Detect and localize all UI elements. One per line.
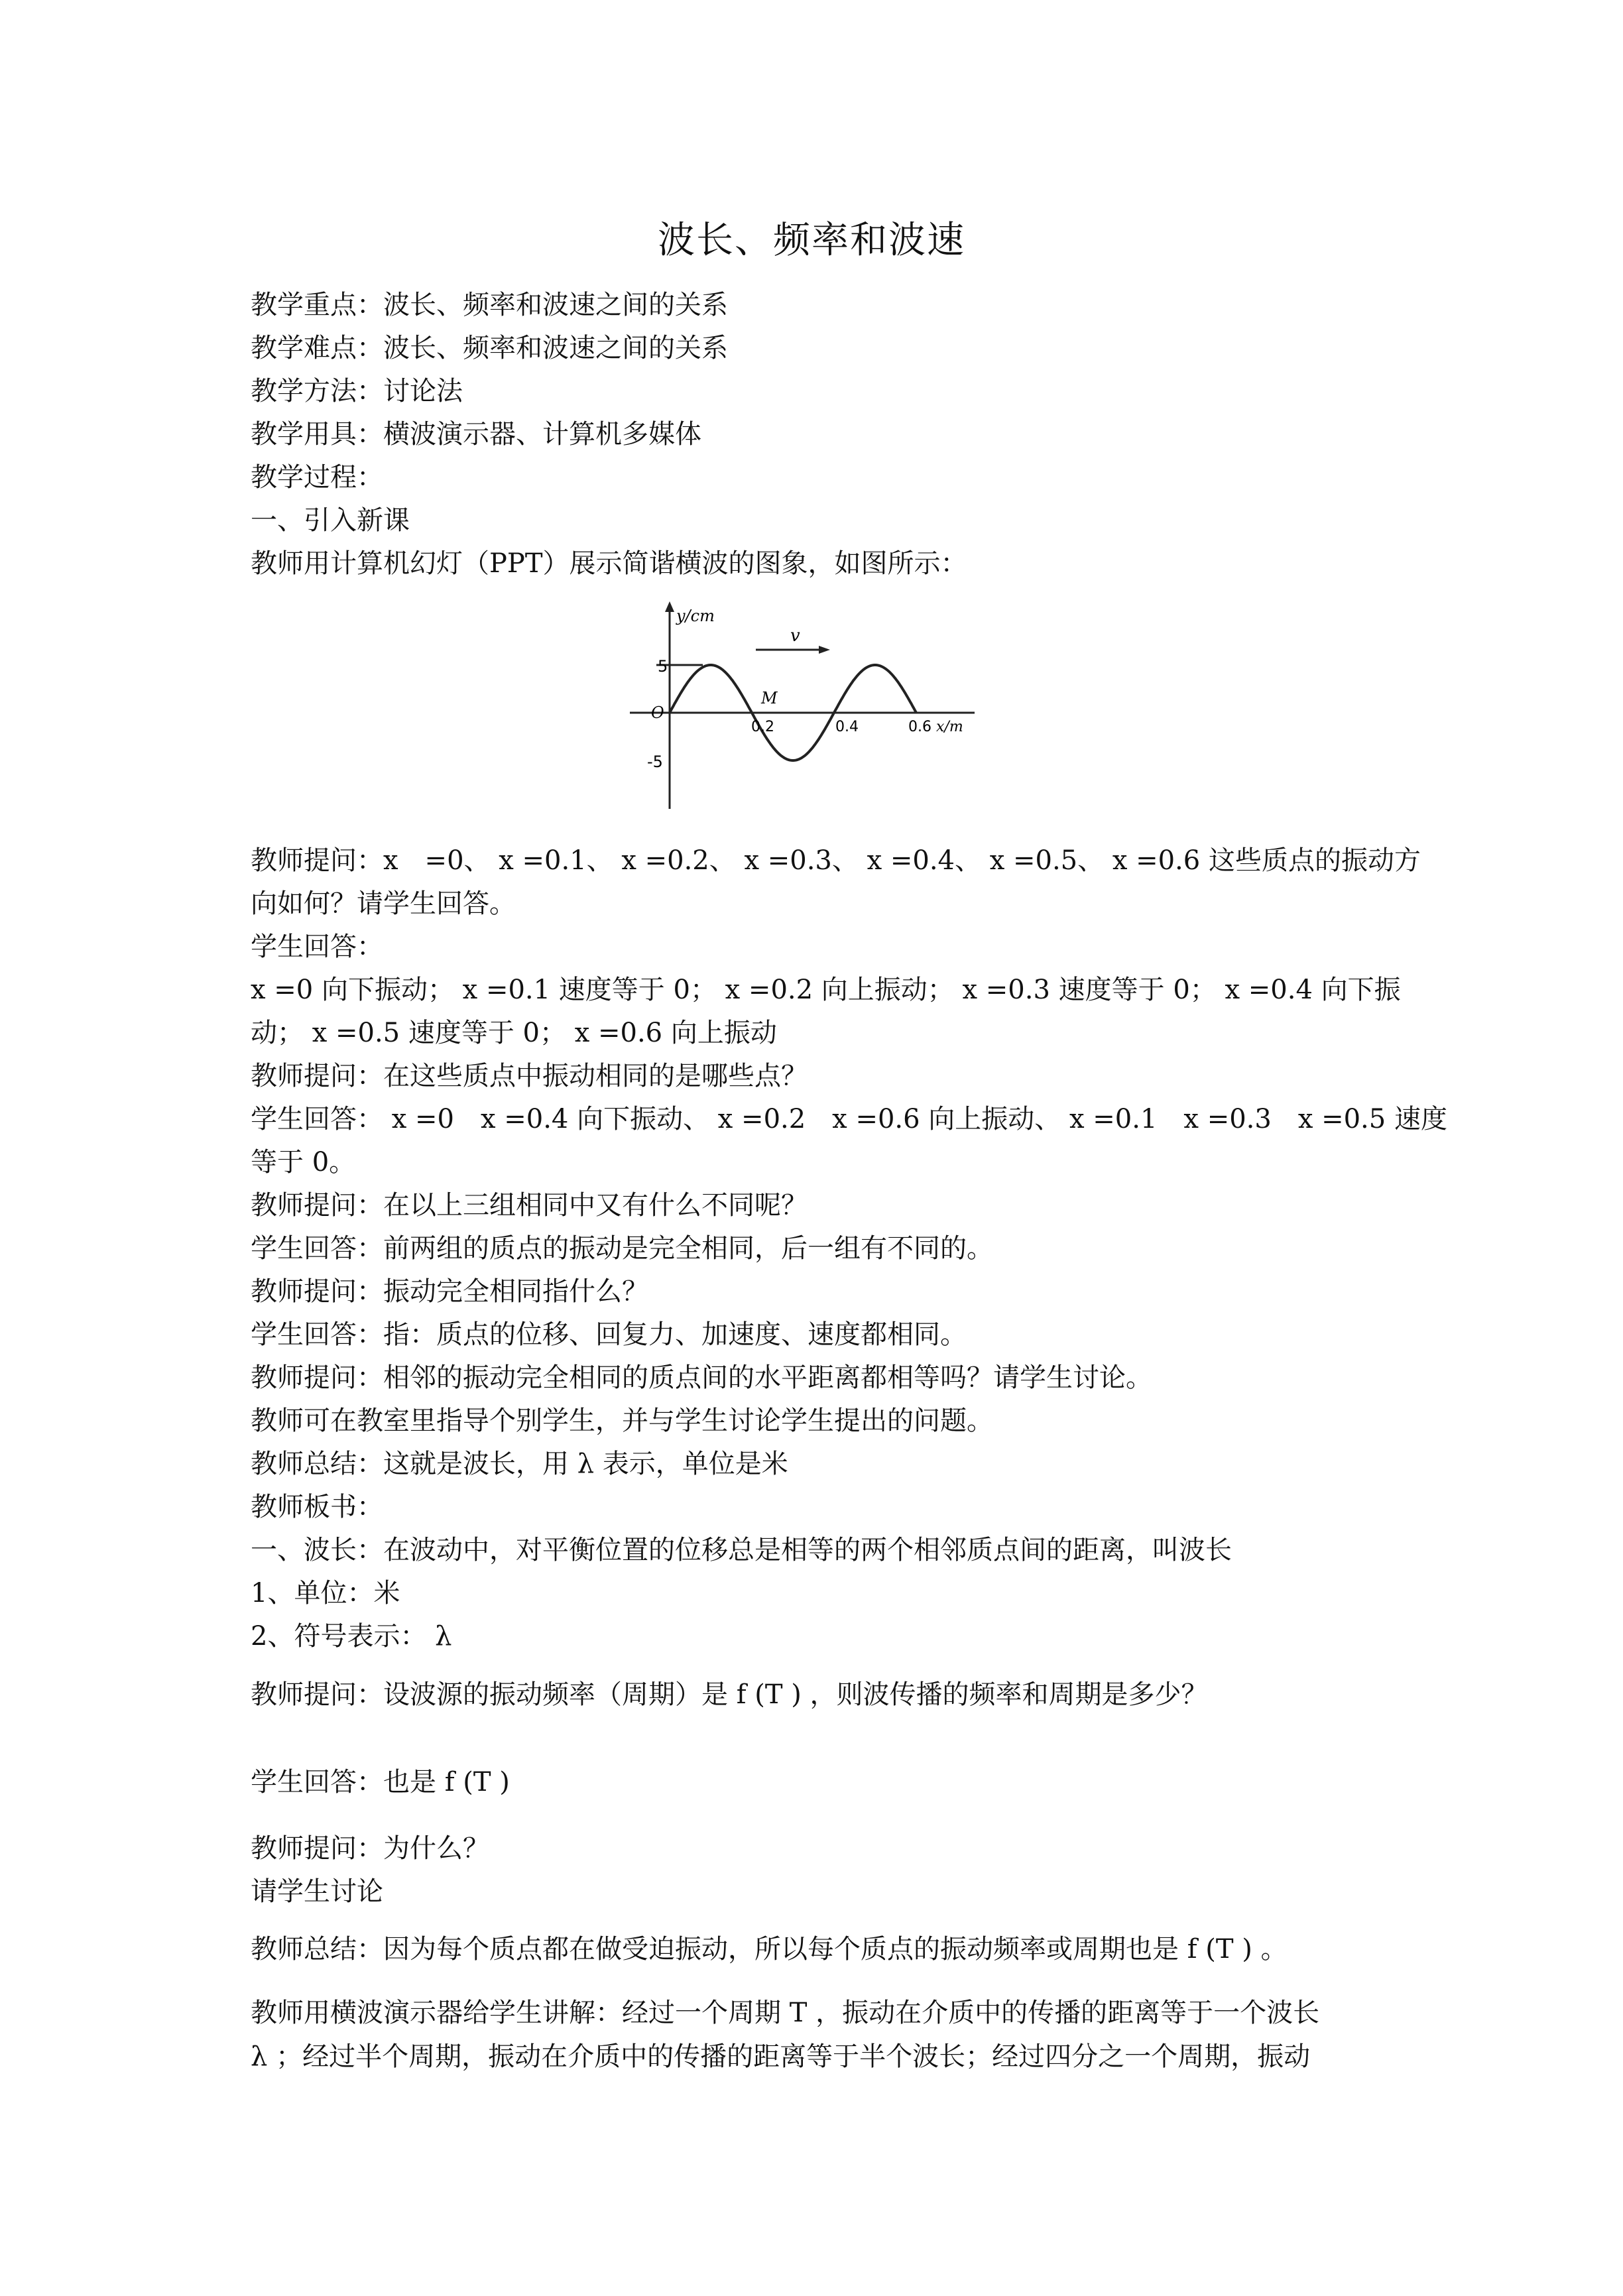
text-line: 教学方法：讨论法: [251, 376, 463, 406]
text-line: 一、波长：在波动中，对平衡位置的位移总是相等的两个相邻质点间的距离，叫波长: [251, 1535, 1232, 1565]
text-line: 学生回答：: [251, 932, 383, 962]
text-line: 请学生讨论: [251, 1876, 383, 1907]
x-tick-label: 0.2: [751, 719, 774, 735]
text-line: 教师提问：为什么？: [251, 1833, 489, 1864]
text-line: 等于 0。: [251, 1147, 356, 1178]
text-line: 教师提问：相邻的振动完全相同的质点间的水平距离都相等吗？请学生讨论。: [251, 1362, 1152, 1393]
origin-label: O: [651, 703, 664, 722]
text-line: 教师提问：在以上三组相同中又有什么不同呢？: [251, 1190, 808, 1221]
text-line: 学生回答：前两组的质点的振动是完全相同，后一组有不同的。: [251, 1233, 993, 1264]
text-line: 教学用具：横波演示器、计算机多媒体: [251, 419, 701, 450]
text-line: x =0 向下振动； x =0.1 速度等于 0； x =0.2 向上振动； x =0.3 速度等于 0； x =0.4 向下振: [251, 975, 1401, 1005]
y-tick-label: -5: [647, 753, 663, 771]
text-line: 教师提问：x =0、 x =0.1、 x =0.2、 x =0.3、 x =0.4、 x =0.5、 x =0.6 这些质点的振动方: [251, 845, 1421, 876]
y-tick-label: 5: [658, 657, 668, 676]
text-line: λ ；经过半个周期，振动在介质中的传播的距离等于半个波长；经过四分之一个周期，振动: [251, 2041, 1311, 2072]
text-line: 1、单位：米: [251, 1578, 400, 1608]
text-line: 动； x =0.5 速度等于 0； x =0.6 向上振动: [251, 1018, 777, 1048]
text-line: 向如何？请学生回答。: [251, 888, 516, 919]
text-line: 教师提问：在这些质点中振动相同的是哪些点？: [251, 1061, 808, 1091]
x-tick-label: 0.6: [908, 719, 932, 735]
text-line: 2、符号表示： λ: [251, 1621, 452, 1652]
velocity-label: v: [790, 626, 800, 646]
text-line: 学生回答：也是 f (T ): [251, 1767, 510, 1797]
text-line: 教师用横波演示器给学生讲解：经过一个周期 T ，振动在介质中的传播的距离等于一个波长: [251, 1998, 1320, 2028]
text-line: 教师提问：振动完全相同指什么？: [251, 1276, 648, 1307]
text-line: 教师总结：这就是波长，用 λ 表示，单位是米: [251, 1449, 788, 1479]
page-title: 波长、频率和波速: [658, 219, 965, 262]
text-line: 学生回答： x =0 x =0.4 向下振动、 x =0.2 x =0.6 向上振动、 x =0.1 x =0.3 x =0.5 速度: [251, 1104, 1447, 1134]
velocity-arrow-head: [819, 646, 830, 654]
x-tick-label: 0.4: [835, 719, 859, 735]
wave-chart: [617, 600, 994, 812]
text-line: 教师总结：因为每个质点都在做受迫振动，所以每个质点的振动频率或周期也是 f (T ) 。: [251, 1934, 1288, 1964]
text-line: 教师可在教室里指导个别学生，并与学生讨论学生提出的问题。: [251, 1406, 993, 1436]
y-axis-label: y/cm: [676, 607, 715, 625]
y-axis-arrow: [665, 601, 674, 612]
point-m-label: M: [761, 689, 778, 707]
text-line: 一、引入新课: [251, 505, 410, 536]
text-line: 教学重点：波长、频率和波速之间的关系: [251, 290, 728, 320]
text-line: 学生回答：指：质点的位移、回复力、加速度、速度都相同。: [251, 1319, 967, 1350]
text-line: 教学难点：波长、频率和波速之间的关系: [251, 333, 728, 363]
text-line: 教师板书：: [251, 1492, 383, 1522]
text-line: 教师提问：设波源的振动频率（周期）是 f (T ) ，则波传播的频率和周期是多少？: [251, 1679, 1208, 1710]
text-line: 教学过程：: [251, 462, 383, 493]
x-axis-label: x/m: [936, 719, 963, 735]
text-line: 教师用计算机幻灯（PPT）展示简谐横波的图象，如图所示：: [251, 548, 967, 579]
